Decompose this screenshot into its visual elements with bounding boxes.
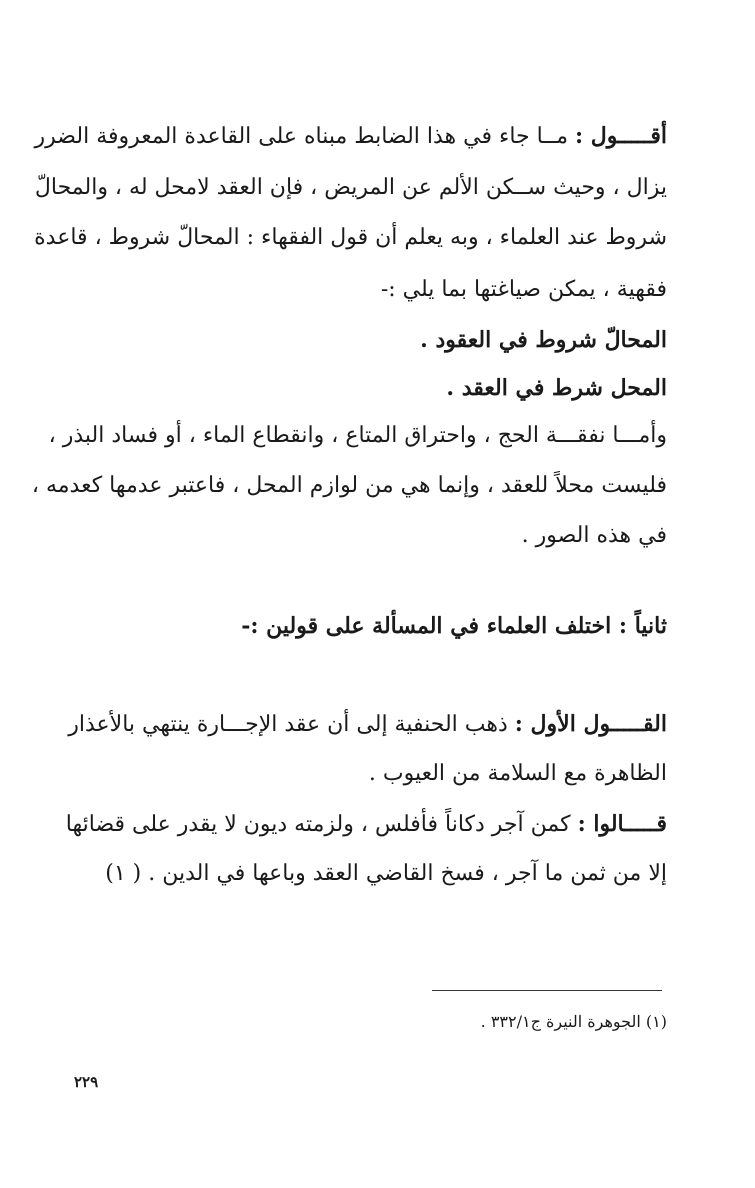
section-heading: ثانياً : اختلف العلماء في المسألة على قولين :- bbox=[241, 613, 667, 639]
rule-heading-2: المحل شرط في العقد . bbox=[446, 375, 667, 401]
footnote: (١) الجوهرة النيرة ج٣٣٢/١ . bbox=[480, 1012, 667, 1031]
paragraph3-line1 bbox=[68, 702, 667, 746]
paragraph4-line1 bbox=[65, 802, 667, 846]
paragraph1-lead: أقـــــول : bbox=[575, 123, 667, 149]
paragraph3-line1-text: ذهب الحنفية إلى أن عقد الإجـــارة ينتهي بالأعذار bbox=[68, 712, 508, 737]
paragraph1-line1-text: مــا جاء في هذا الضابط مبناه على القاعدة المعروفة الضرر bbox=[34, 124, 568, 149]
paragraph4-line1-text: كمن آجر دكاناً فأفلس ، ولزمته ديون لا يقدر على قضائها bbox=[65, 812, 571, 837]
footnote-divider bbox=[432, 990, 662, 991]
paragraph3-lead: القـــــول الأول : bbox=[514, 711, 667, 737]
paragraph4-line2: إلا من ثمن ما آجر ، فسخ القاضي العقد وباعها في الدين . ( ١) bbox=[105, 861, 667, 886]
page-number: ٢٢٩ bbox=[74, 1073, 99, 1091]
rule-heading-1: المحالّ شروط في العقود . bbox=[420, 327, 667, 353]
paragraph3-line2: الظاهرة مع السلامة من العيوب . bbox=[368, 761, 667, 786]
paragraph1-line2: يزال ، وحيث ســكن الألم عن المريض ، فإن العقد لامحل له ، والمحالّ bbox=[34, 175, 667, 200]
paragraph1-line1 bbox=[34, 114, 667, 158]
paragraph2-line3: في هذه الصور . bbox=[521, 523, 667, 548]
paragraph4-lead: قـــــالوا : bbox=[577, 811, 667, 837]
paragraph1-line4: فقهية ، يمكن صياغتها بما يلي :- bbox=[380, 277, 667, 302]
paragraph2-line2: فليست محلاً للعقد ، وإنما هي من لوازم المحل ، فاعتبر عدمها كعدمه ، bbox=[31, 473, 667, 498]
paragraph1-line3: شروط عند العلماء ، وبه يعلم أن قول الفقهاء : المحالّ شروط ، قاعدة bbox=[34, 225, 667, 250]
paragraph2-line1: وأمـــا نفقـــة الحج ، واحتراق المتاع ، وانقطاع الماء ، أو فساد البذر ، bbox=[48, 423, 667, 448]
